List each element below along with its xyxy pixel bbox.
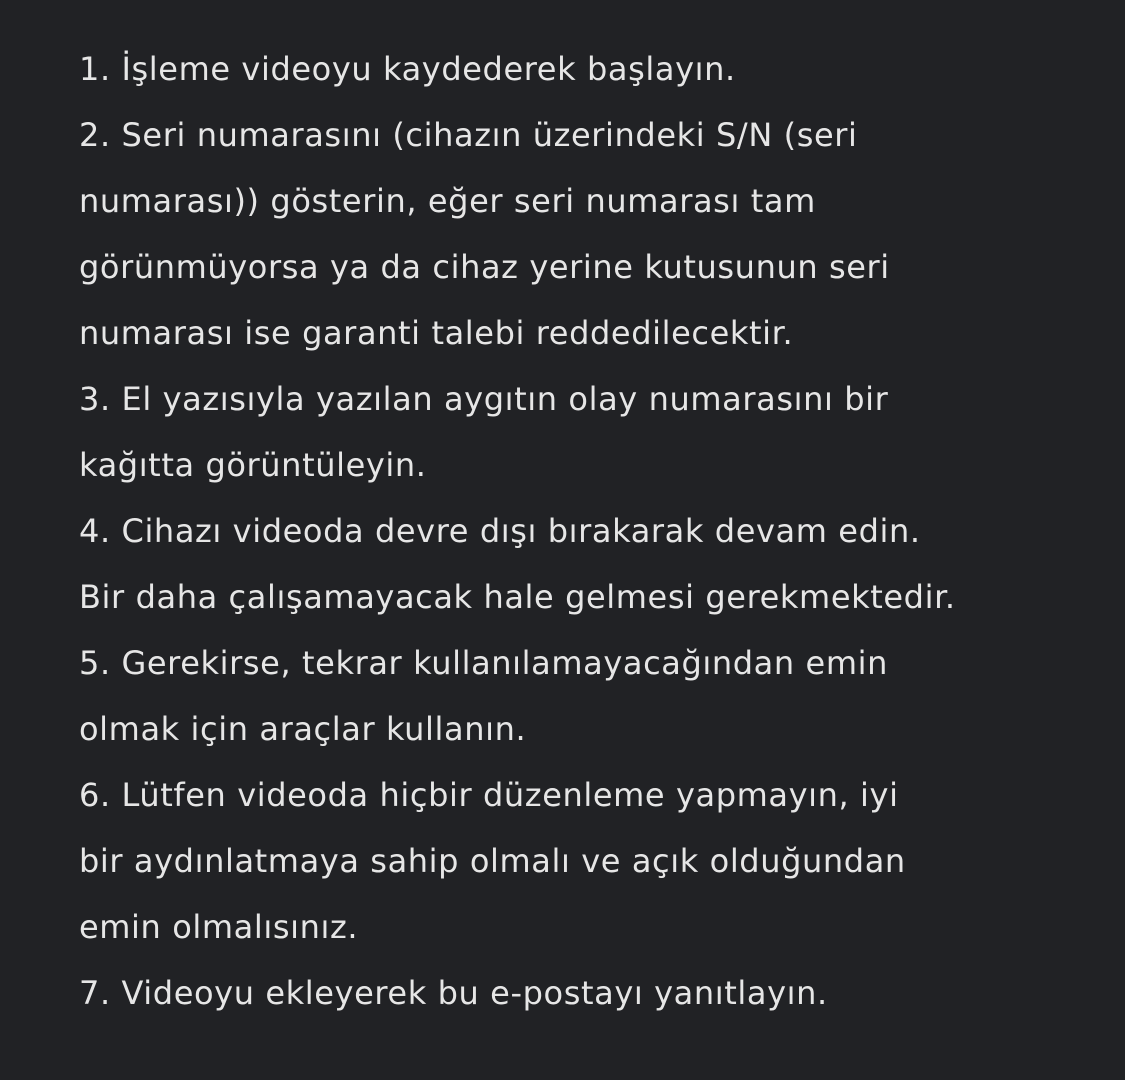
instruction-line-1: 1. İşleme videoyu kaydederek başlayın. — [79, 50, 736, 88]
instruction-line-9: Bir daha çalışamayacak hale gelmesi gerekmektedir. — [79, 578, 956, 616]
instruction-line-11: olmak için araçlar kullanın. — [79, 710, 527, 748]
instruction-line-4: görünmüyorsa ya da cihaz yerine kutusunun seri — [79, 248, 890, 286]
instruction-line-13: bir aydınlatmaya sahip olmalı ve açık olduğundan — [79, 842, 906, 880]
instruction-line-14: emin olmalısınız. — [79, 908, 359, 946]
instruction-line-2: 2. Seri numarasını (cihazın üzerindeki S/N (seri — [79, 116, 858, 154]
instruction-message — [79, 36, 1079, 1026]
instruction-line-12: 6. Lütfen videoda hiçbir düzenleme yapmayın, iyi — [79, 776, 899, 814]
instruction-line-15: 7. Videoyu ekleyerek bu e-postayı yanıtlayın. — [79, 974, 828, 1012]
instruction-line-7: kağıtta görüntüleyin. — [79, 446, 427, 484]
instruction-line-3: numarası)) gösterin, eğer seri numarası tam — [79, 182, 816, 220]
instruction-line-5: numarası ise garanti talebi reddedilecektir. — [79, 314, 794, 352]
instruction-line-10: 5. Gerekirse, tekrar kullanılamayacağından emin — [79, 644, 888, 682]
instruction-line-6: 3. El yazısıyla yazılan aygıtın olay numarasını bir — [79, 380, 889, 418]
instruction-line-8: 4. Cihazı videoda devre dışı bırakarak devam edin. — [79, 512, 921, 550]
